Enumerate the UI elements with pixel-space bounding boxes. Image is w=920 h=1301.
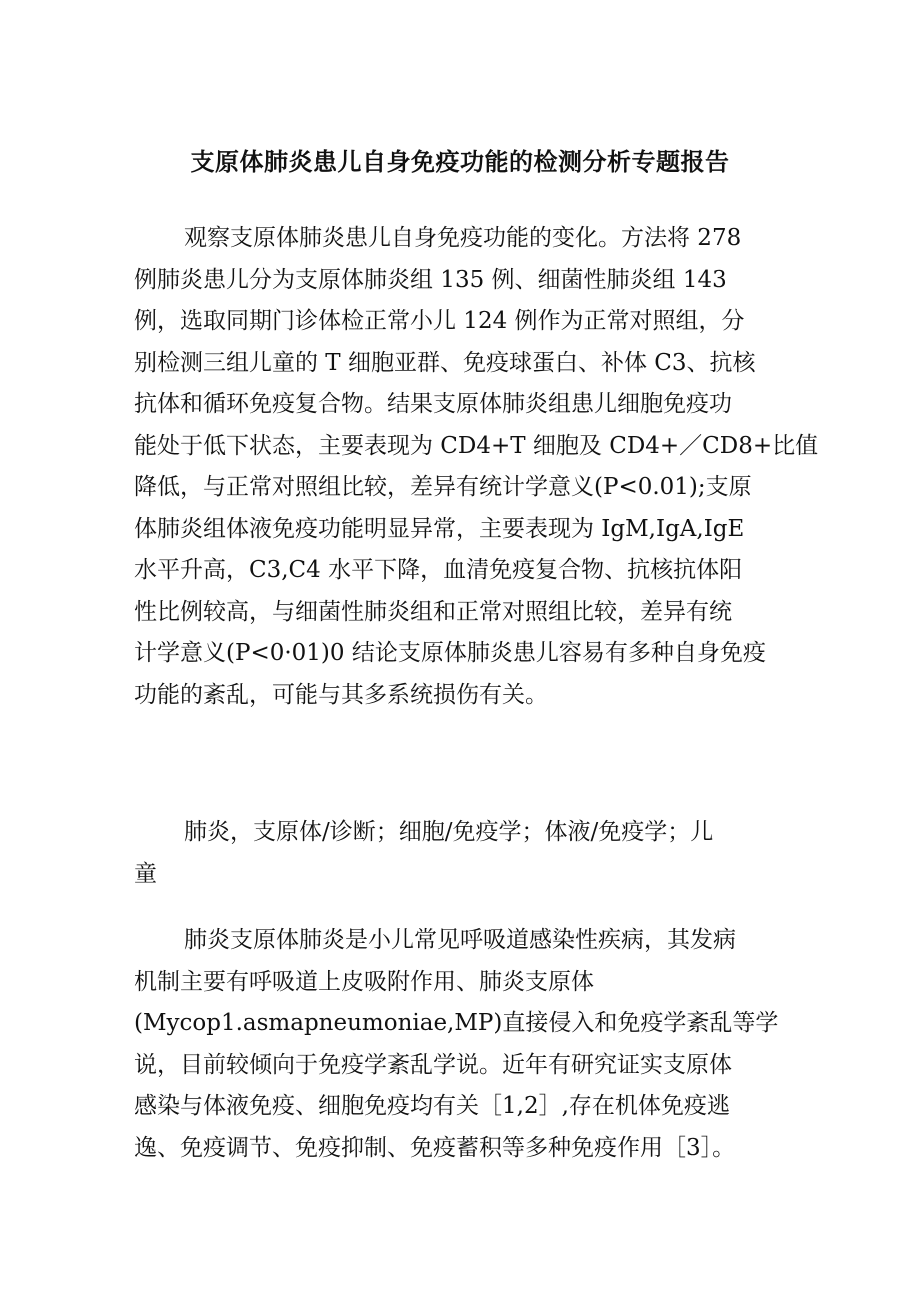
document-title: 支原体肺炎患儿自身免疫功能的检测分析专题报告 bbox=[190, 148, 730, 176]
paragraph-line: 肺炎，支原体/诊断；细胞/免疫学；体液/免疫学；儿 bbox=[184, 819, 714, 845]
keywords-paragraph bbox=[134, 812, 794, 895]
paragraph-line: 能处于低下状态，主要表现为 CD4+T 细胞及 CD4+／CD8+比值 bbox=[134, 432, 819, 459]
intro-paragraph bbox=[134, 920, 794, 1169]
paragraph-line: 抗体和循环免疫复合物。结果支原体肺炎组患儿细胞免疫功 bbox=[134, 391, 732, 417]
paragraph-line: 机制主要有呼吸道上皮吸附作用、肺炎支原体 bbox=[134, 968, 594, 995]
paragraph-line: 肺炎支原体肺炎是小儿常见呼吸道感染性疾病，其发病 bbox=[184, 927, 736, 953]
paragraph-line: 降低，与正常对照组比较，差异有统计学意义(P<0.01);支原 bbox=[134, 474, 752, 500]
paragraph-line: 计学意义(P<0·01)0 结论支原体肺炎患儿容易有多种自身免疫 bbox=[134, 640, 766, 666]
paragraph-line: 别检测三组儿童的 T 细胞亚群、免疫球蛋白、补体 C3、抗核 bbox=[134, 349, 756, 376]
paragraph-line: 水平升高，C3,C4 水平下降，血清免疫复合物、抗核抗体阳 bbox=[134, 557, 743, 583]
paragraph-line: 功能的紊乱，可能与其多系统损伤有关。 bbox=[134, 681, 548, 708]
paragraph-line: 例，选取同期门诊体检正常小儿 124 例作为正常对照组，分 bbox=[134, 308, 745, 334]
paragraph-line: 逸、免疫调节、免疫抑制、免疫蓄积等多种免疫作用［3］。 bbox=[134, 1134, 736, 1161]
paragraph-line: 性比例较高，与细菌性肺炎组和正常对照组比较，差异有统 bbox=[134, 598, 732, 625]
paragraph-line: 感染与体液免疫、细胞免疫均有关［1,2］,存在机体免疫逃 bbox=[134, 1093, 730, 1119]
paragraph-line: 例肺炎患儿分为支原体肺炎组 135 例、细菌性肺炎组 143 bbox=[134, 266, 727, 293]
paragraph-line: 观察支原体肺炎患儿自身免疫功能的变化。方法将 278 bbox=[184, 225, 742, 251]
paragraph-line: 说，目前较倾向于免疫学紊乱学说。近年有研究证实支原体 bbox=[134, 1051, 732, 1078]
paragraph-line: 童 bbox=[134, 860, 157, 887]
paragraph-line: 体肺炎组体液免疫功能明显异常，主要表现为 IgM,IgA,IgE bbox=[134, 515, 745, 542]
paragraph-line: (Mycop1.asmapneumoniae,MP)直接侵入和免疫学紊乱等学 bbox=[134, 1010, 779, 1036]
abstract-paragraph bbox=[134, 218, 819, 716]
